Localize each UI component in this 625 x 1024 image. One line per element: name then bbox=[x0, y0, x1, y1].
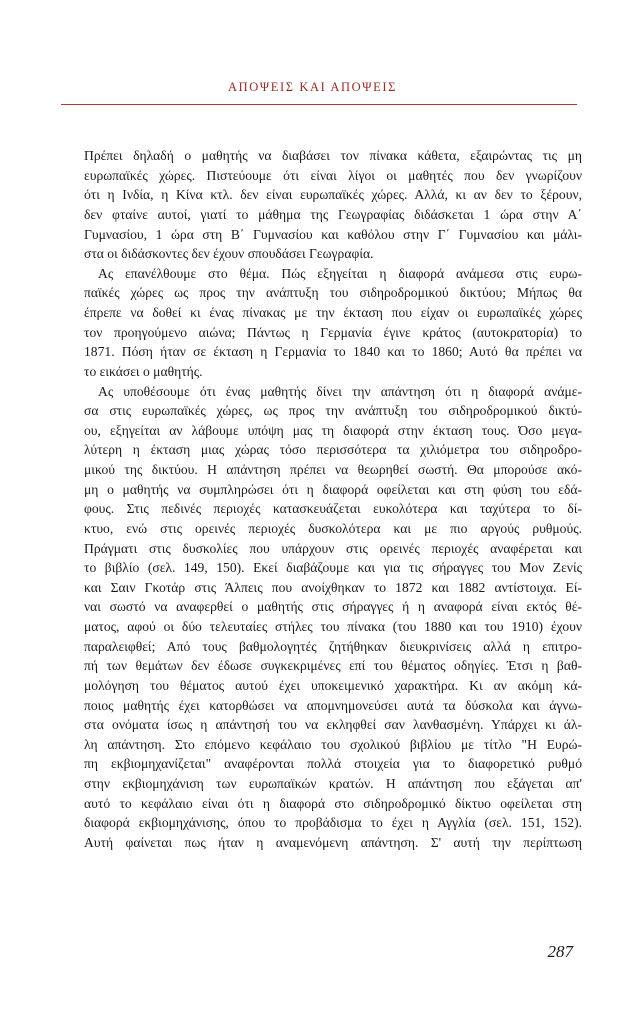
text-line: Ας υποθέσουμε ότι ένας μαθητής δίνει την απάντηση ότι η διαφορά ανάμε- bbox=[98, 383, 582, 399]
text-line: ευρωπαϊκές χώρες. Πιστεύουμε ότι είναι λίγοι οι μαθητές που δεν γνωρίζουν bbox=[84, 167, 582, 183]
text-line: και Σαιν Γκοτάρ στις Άλπεις που ανοίχθηκαν το 1872 και 1882 αντίστοιχα. Εί- bbox=[84, 579, 582, 595]
text-line: μικού της δικτύου. Η απάντηση πρέπει να θεωρηθεί σωστή. Θα μπορούσε ακό- bbox=[84, 462, 582, 477]
text-line: στα ονόματα ίσως η απάντησή του να εκληφθεί σαν λανθασμένη. Υπάρχει κι άλ- bbox=[84, 717, 582, 733]
text-line: ναι σωστό να αναφερθεί ο μαθητής στις σήραγγες ή η αναφορά είναι εκτός θέ- bbox=[84, 599, 582, 615]
text-line: πή των θεμάτων δεν έδωσε συγκεκριμένες επί του θέματος οδηγίες. Έτσι η βαθ- bbox=[84, 658, 582, 674]
text-line: λύτερη η έκταση μιας χώρας τόσο περισσότερα τα χιλιόμετρα του σιδηροδρο- bbox=[84, 442, 582, 458]
text-line: σα στις ευρωπαϊκές χώρες, ως προς την ανάπτυξη του σιδηροδρομικού δικτύ- bbox=[84, 403, 582, 419]
text-line: το βιβλίο (σελ. 149, 150). Εκεί διαβάζουμε και για τις σήραγγες του Μον Ζενίς bbox=[84, 560, 582, 576]
text-line: ότι η Ινδία, η Κίνα κτλ. δεν είναι ευρωπαϊκές χώρες. Αλλά, κι αν δεν το ξέρουν, bbox=[84, 187, 582, 203]
text-line: κτυο, ενώ στις ορεινές περιοχές δυσκολότερα και με πιο αργούς ρυθμούς. bbox=[84, 520, 582, 536]
text-line: δεν φταίνε αυτοί, γιατί το μάθημα της Γεωγραφίας διδάσκεται 1 ώρα στην Α΄ bbox=[84, 206, 582, 222]
text-line: Πράγματι στις δυσκολίες που υπάρχουν στις ορεινές περιοχές αναφέρεται και bbox=[84, 540, 582, 556]
text-line: στα οι διδάσκοντες δεν έχουν σπουδάσει Γεωγραφία. bbox=[84, 246, 374, 262]
running-header: ΑΠΟΨΕΙΣ ΚΑΙ ΑΠΟΨΕΙΣ bbox=[228, 80, 397, 94]
text-line: έπρεπε να δοθεί κι ένας πίνακας με την έκταση που είχαν οι ευρωπαϊκές χώρες bbox=[84, 305, 582, 320]
text-line: διαφορά εκβιομηχάνισης, όπου το προβάδισμα το έχει η Αγγλία (σελ. 151, 152). bbox=[84, 815, 582, 831]
text-line: στην εκβιομηχάνιση των ευρωπαϊκών κρατών. Η απάντηση που εξάγεται απ' bbox=[84, 776, 582, 791]
text-line: Γυμνασίου, 1 ώρα στη Β΄ Γυμνασίου και καθόλου στην Γ΄ Γυμνασίου και μάλι- bbox=[84, 226, 582, 242]
text-line: πη εκβιομηχανίζεται" αναφέρονται πολλά στοιχεία για το διαφορετικό ρυθμό bbox=[84, 756, 582, 772]
header-rule bbox=[61, 104, 577, 105]
text-line: μολόγηση του θέματος αυτού έχει υποκειμενικό χαρακτήρα. Κι αν ακόμη κά- bbox=[84, 677, 582, 693]
text-line: το εικάσει ο μαθητής. bbox=[84, 363, 203, 379]
text-line: Πρέπει δηλαδή ο μαθητής να διαβάσει τον πίνακα κάθετα, εξαιρώντας τις μη bbox=[84, 148, 582, 163]
page-number: 287 bbox=[547, 942, 573, 961]
body-text bbox=[84, 146, 582, 853]
text-line: ματος, αφού οι δύο τελευταίες στήλες του πίνακα (του 1880 και του 1910) έχουν bbox=[84, 619, 582, 634]
text-line: παραλειφθεί; Από τους βαθμολογητές ζητήθηκαν διευκρινίσεις αλλά η επιτρο- bbox=[84, 638, 582, 654]
text-line: λη απάντηση. Στο επόμενο κεφάλαιο του σχολικού βιβλίου με τίτλο "Η Ευρώ- bbox=[84, 736, 582, 752]
text-line: ου, εξηγείται αν λάβουμε υπόψη μας τη διαφορά στην έκταση τους. Όσο μεγα- bbox=[84, 422, 582, 438]
text-line: αυτό το κεφάλαιο είναι ότι η διαφορά στο σιδηροδρομικό δίκτυο οφείλεται στη bbox=[84, 795, 582, 811]
text-line: παϊκές χώρες ως προς την ανάπτυξη του σιδηροδρομικού δικτύου; Μήπως θα bbox=[84, 285, 582, 301]
text-line: μη ο μαθητής να συμπληρώσει ότι η διαφορά οφείλεται και στη φύση του εδά- bbox=[84, 481, 582, 497]
text-line: Ας επανέλθουμε στο θέμα. Πώς εξηγείται η διαφορά ανάμεσα στις ευρω- bbox=[98, 265, 582, 281]
text-line: Αυτή φαίνεται πως ήταν η αναμενόμενη απάντηση. Σ' αυτή την περίπτωση bbox=[84, 834, 582, 850]
text-line: φους. Στις πεδινές περιοχές κατασκευάζεται ευκολότερα και ταχύτερα το δί- bbox=[84, 501, 582, 517]
text-line: ποιος μαθητής έχει κατορθώσει να απομνημονεύσει αυτά τα δύσκολα και άγνω- bbox=[84, 697, 582, 713]
text-line: 1871. Πόση ήταν σε έκταση η Γερμανία το 1840 και το 1860; Αυτό θα πρέπει να bbox=[84, 344, 582, 360]
text-line: τον προηγούμενο αιώνα; Πάντως η Γερμανία έγινε κράτος (αυτοκρατορία) το bbox=[84, 324, 582, 340]
